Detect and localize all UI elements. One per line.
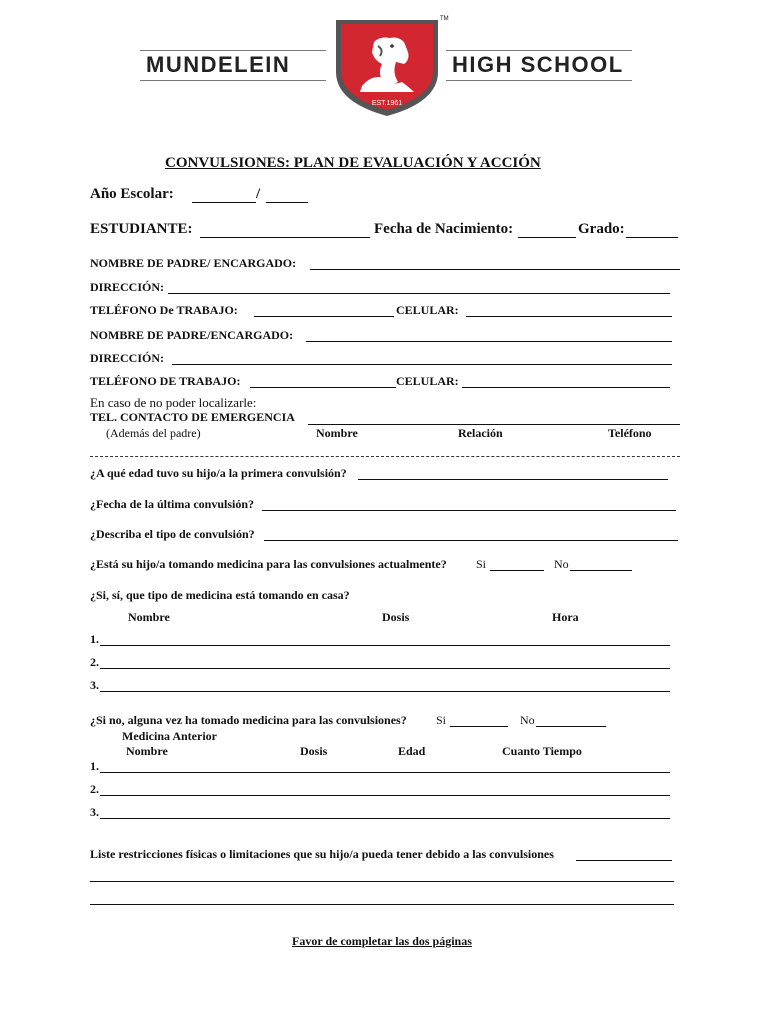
prev-row-2-field[interactable] — [100, 795, 670, 796]
emergency-col-relation: Relación — [458, 426, 503, 440]
parent2-name-label: NOMBRE DE PADRE/ENCARGADO: — [90, 328, 294, 342]
parent1-address-label: DIRECCIÓN: — [90, 280, 165, 294]
header-rule-left-bottom — [140, 80, 326, 81]
med-row-1-field[interactable] — [100, 645, 670, 646]
school-crest-logo — [332, 16, 442, 118]
prev-col-dose: Dosis — [300, 744, 328, 758]
prev-col-age: Edad — [398, 744, 426, 758]
crest-est-text: EST.1961 — [371, 100, 403, 107]
student-label: ESTUDIANTE: — [90, 221, 193, 237]
footer-complete-both-pages: Favor de completar las dos páginas — [292, 934, 472, 948]
parent1-name-field[interactable] — [310, 269, 680, 270]
parent2-name-field[interactable] — [306, 341, 672, 342]
last-seizure-date-field[interactable] — [262, 510, 676, 511]
current-med-yes-label: Si — [476, 557, 487, 571]
emergency-contact-label: TEL. CONTACTO DE EMERGENCIA — [90, 410, 295, 424]
past-med-yes-label: Si — [436, 713, 447, 727]
current-med-yes-field[interactable] — [490, 570, 544, 571]
med-col-dose: Dosis — [382, 610, 410, 624]
past-med-yes-field[interactable] — [450, 726, 508, 727]
page-title: CONVULSIONES: PLAN DE EVALUACIÓN Y ACCIÓN — [165, 155, 541, 171]
parent2-address-field[interactable] — [172, 364, 672, 365]
med-col-time: Hora — [552, 610, 579, 624]
prev-row-2-number: 2. — [90, 782, 99, 796]
question-home-medication: ¿Si, sí, que tipo de medicina está tomando en casa? — [90, 588, 350, 602]
student-name-field[interactable] — [200, 237, 370, 238]
emergency-note: En caso de no poder localizarle: — [90, 395, 257, 410]
school-name-left: MUNDELEIN — [146, 52, 291, 77]
med-col-name: Nombre — [128, 610, 170, 624]
current-med-no-field[interactable] — [570, 570, 632, 571]
past-med-no-field[interactable] — [536, 726, 606, 727]
grade-field[interactable] — [626, 237, 678, 238]
prev-col-name: Nombre — [126, 744, 168, 758]
school-year-separator: / — [256, 186, 261, 202]
section-divider — [90, 456, 680, 457]
med-row-3-field[interactable] — [100, 691, 670, 692]
parent2-work-phone-field[interactable] — [250, 387, 396, 388]
prev-row-3-field[interactable] — [100, 818, 670, 819]
restrictions-field-3[interactable] — [90, 904, 674, 905]
current-med-no-label: No — [554, 557, 569, 571]
parent2-work-phone-label: TELÉFONO DE TRABAJO: — [90, 374, 241, 388]
restrictions-field-2[interactable] — [90, 881, 674, 882]
prev-row-1-field[interactable] — [100, 772, 670, 773]
restrictions-label: Liste restricciones físicas o limitaciones que su hijo/a pueda tener debido a las convulsiones — [90, 847, 554, 861]
emergency-contact-field[interactable] — [308, 424, 680, 425]
header-rule-right-top — [446, 50, 632, 51]
school-year-end-field[interactable] — [266, 202, 308, 203]
emergency-col-phone: Teléfono — [608, 426, 652, 440]
parent2-address-label: DIRECCIÓN: — [90, 351, 165, 365]
med-row-2-number: 2. — [90, 655, 99, 669]
prev-row-3-number: 3. — [90, 805, 99, 819]
first-seizure-age-field[interactable] — [358, 479, 668, 480]
header-rule-left-top — [140, 50, 326, 51]
parent1-name-label: NOMBRE DE PADRE/ ENCARGADO: — [90, 256, 297, 270]
header-rule-right-bottom — [446, 80, 632, 81]
question-last-seizure-date: ¿Fecha de la última convulsión? — [90, 497, 255, 511]
emergency-besides-parent: (Además del padre) — [106, 426, 201, 440]
grade-label: Grado: — [578, 221, 625, 237]
parent1-cell-field[interactable] — [466, 316, 672, 317]
parent2-cell-field[interactable] — [462, 387, 670, 388]
school-name-right: HIGH SCHOOL — [452, 52, 624, 77]
parent1-work-phone-field[interactable] — [254, 316, 394, 317]
med-row-1-number: 1. — [90, 632, 99, 646]
dob-label: Fecha de Nacimiento: — [374, 221, 514, 237]
previous-medication-heading: Medicina Anterior — [122, 729, 217, 743]
prev-col-duration: Cuanto Tiempo — [502, 744, 582, 758]
prev-row-1-number: 1. — [90, 759, 99, 773]
school-year-label: Año Escolar: — [90, 186, 174, 202]
past-med-no-label: No — [520, 713, 535, 727]
parent1-address-field[interactable] — [168, 293, 670, 294]
emergency-col-name: Nombre — [316, 426, 358, 440]
dob-field[interactable] — [518, 237, 576, 238]
med-row-3-number: 3. — [90, 678, 99, 692]
parent1-work-phone-label: TELÉFONO De TRABAJO: — [90, 303, 238, 317]
trademark-mark: TM — [440, 16, 449, 22]
med-row-2-field[interactable] — [100, 668, 670, 669]
parent1-cell-label: CELULAR: — [396, 303, 459, 317]
question-first-seizure-age: ¿A qué edad tuvo su hijo/a la primera convulsión? — [90, 466, 347, 480]
question-current-medication: ¿Está su hijo/a tomando medicina para las convulsiones actualmente? — [90, 557, 447, 571]
question-past-medication: ¿Si no, alguna vez ha tomado medicina para las convulsiones? — [90, 713, 407, 727]
school-year-start-field[interactable] — [192, 202, 256, 203]
question-seizure-type: ¿Describa el tipo de convulsión? — [90, 527, 255, 541]
seizure-type-field[interactable] — [264, 540, 678, 541]
parent2-cell-label: CELULAR: — [396, 374, 459, 388]
restrictions-field-1[interactable] — [576, 860, 672, 861]
